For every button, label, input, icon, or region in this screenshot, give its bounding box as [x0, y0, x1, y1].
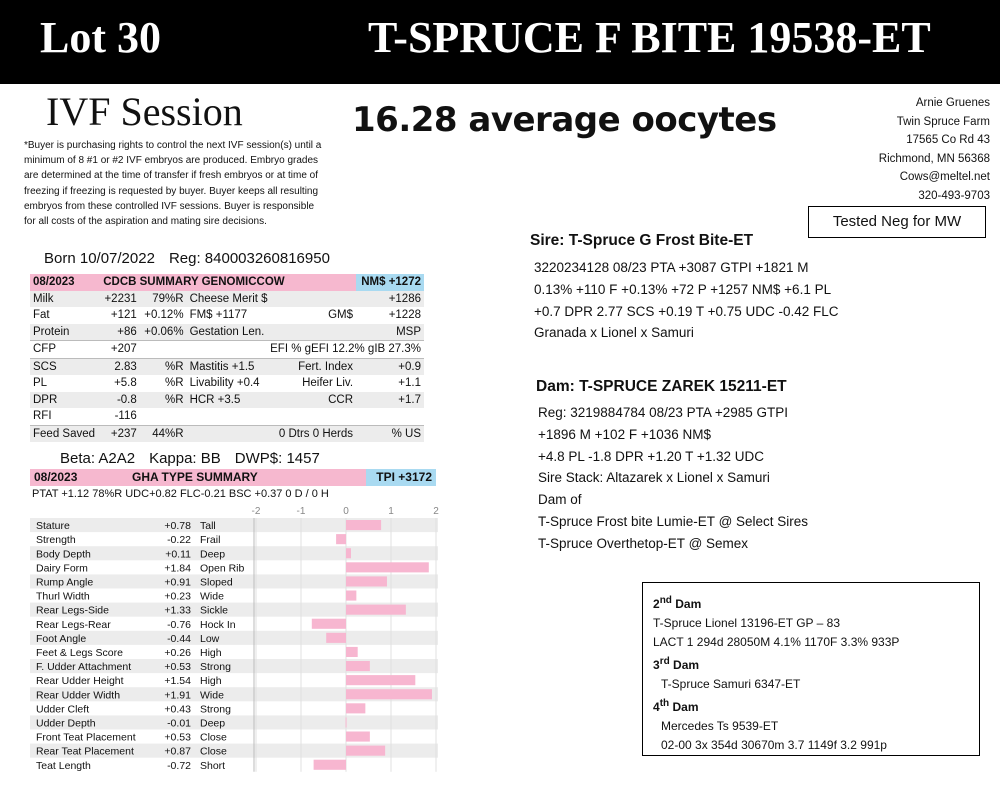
dam-line: Sire Stack: Altazarek x Lionel x Samuri [538, 470, 770, 486]
chart-tick-label: 1 [388, 506, 394, 517]
chart-bar [346, 746, 385, 756]
third-dam-number: 3 [653, 658, 660, 672]
chart-descriptor-label: Deep [200, 717, 226, 730]
second-dam-line: LACT 1 294d 28050M 4.1% 1170F 3.3% 933P [653, 635, 900, 649]
chart-category-label: Strength [36, 534, 76, 547]
chart-category-label: Rear Legs-Side [36, 604, 109, 617]
fourth-dam-heading [653, 694, 979, 717]
mw-test-box: Tested Neg for MW [808, 206, 986, 238]
chart-value-label: +1.91 [164, 689, 191, 702]
kappa-casein: Kappa: BB [149, 450, 221, 467]
cdcb-row [30, 375, 424, 392]
cdcb-label3: 0 Dtrs 0 Herds [273, 425, 356, 442]
chart-value-label: +0.11 [165, 548, 191, 561]
cdcb-trait2: FM$ +1177 [189, 309, 248, 322]
average-oocytes: 16.28 average oocytes [352, 100, 777, 140]
lot-header [0, 0, 1000, 84]
cdcb-summary-table [30, 274, 424, 442]
chart-tick-label: -2 [251, 506, 261, 517]
cdcb-trait2: Livability +0.4 [189, 377, 260, 390]
chart-bar [346, 675, 415, 685]
chart-descriptor-label: Close [200, 745, 227, 758]
cdcb-reliability: 44%R [140, 425, 187, 442]
chart-descriptor-label: Tall [200, 520, 216, 533]
gha-tpi: TPI +3172 [366, 469, 436, 486]
farm-phone: 320-493-9703 [918, 189, 990, 202]
chart-bar [312, 619, 346, 629]
cdcb-value3: +1.7 [356, 392, 424, 409]
chart-descriptor-label: Wide [200, 590, 224, 603]
chart-bar [346, 703, 365, 713]
chart-category-label: Rear Udder Width [36, 689, 121, 702]
cdcb-row [30, 324, 424, 341]
chart-category-label: Feet & Legs Score [36, 646, 123, 659]
chart-category-label: Udder Depth [36, 717, 96, 730]
cdcb-trait: DPR [30, 392, 100, 409]
chart-descriptor-label: High [200, 646, 222, 659]
chart-descriptor-label: Frail [200, 534, 221, 547]
cdcb-row [30, 307, 424, 324]
chart-bar [346, 732, 370, 742]
farm-owner: Arnie Gruenes [915, 97, 990, 109]
cdcb-reliability: 79%R [140, 291, 187, 308]
cdcb-trait2: Mastitis +1.5 [187, 358, 274, 375]
chart-value-label: +1.33 [164, 604, 191, 617]
chart-bar [346, 689, 432, 699]
chart-category-label: Stature [36, 520, 70, 533]
dam-heading: Dam: T-SPRUCE ZAREK 15211-ET [536, 378, 787, 395]
chart-descriptor-label: Open Rib [200, 562, 245, 575]
cdcb-trait: SCS [30, 358, 100, 375]
chart-value-label: -0.22 [167, 534, 191, 547]
chart-bar [346, 661, 370, 671]
chart-value-label: -0.76 [167, 618, 191, 631]
cdcb-row [30, 408, 424, 425]
chart-descriptor-label: Hock In [200, 618, 236, 631]
fourth-dam-word: Dam [669, 700, 699, 714]
chart-bar [326, 633, 346, 643]
cdcb-header-row [30, 274, 424, 291]
chart-bar [346, 647, 358, 657]
cdcb-row [30, 425, 424, 442]
cdcb-trait: Fat [33, 309, 50, 322]
dwp-value: DWP$: 1457 [234, 450, 320, 467]
fourth-dam-number: 4 [653, 700, 660, 714]
genetic-markers [60, 450, 334, 467]
farm-contact [879, 94, 990, 206]
chart-value-label: +0.91 [164, 576, 191, 589]
sire-line: 3220234128 08/23 PTA +3087 GTPI +1821 M [534, 260, 809, 275]
chart-bar [346, 605, 406, 615]
cdcb-reliability: +0.06% [140, 324, 187, 341]
cdcb-value3: +1286 [356, 291, 424, 308]
animal-name: T-SPRUCE F BITE 19538-ET [368, 13, 931, 62]
cdcb-value3 [356, 408, 424, 425]
chart-bar [346, 717, 347, 727]
second-dam-number: 2 [653, 597, 660, 611]
chart-descriptor-label: Strong [200, 703, 231, 716]
chart-row-band [30, 631, 438, 645]
chart-descriptor-label: Strong [200, 661, 231, 674]
chart-descriptor-label: High [200, 675, 222, 688]
cdcb-trait: Feed Saved [30, 425, 100, 442]
gha-header [30, 469, 436, 486]
fourth-dam-line: Mercedes Ts 9539-ET [661, 719, 779, 733]
chart-value-label: +0.78 [164, 520, 191, 533]
type-trait-chart [30, 504, 438, 772]
chart-descriptor-label: Low [200, 632, 220, 645]
cdcb-trait: PL [33, 377, 48, 390]
chart-value-label: +0.53 [164, 731, 191, 744]
born-date: Born 10/07/2022 [44, 250, 155, 267]
farm-street: 17565 Co Rd 43 [906, 134, 990, 147]
chart-tick-label: 2 [433, 506, 439, 517]
third-dam-suffix: rd [659, 656, 670, 667]
cdcb-value: +121 [110, 309, 137, 322]
cdcb-row [30, 358, 424, 375]
cdcb-value: +2231 [100, 291, 140, 308]
chart-value-label: +1.84 [164, 562, 191, 575]
chart-category-label: Udder Cleft [36, 703, 90, 716]
sire-heading: Sire: T-Spruce G Frost Bite-ET [530, 232, 754, 249]
gha-date: 08/2023 [30, 469, 106, 486]
chart-bar [346, 576, 387, 586]
cdcb-trait2: Gestation Len. [187, 324, 274, 341]
cdcb-reliability: %R [165, 377, 184, 390]
cdcb-value: +5.8 [114, 377, 137, 390]
second-dam-suffix: nd [659, 595, 672, 606]
cdcb-value3: % US [356, 425, 424, 442]
ptat-summary: PTAT +1.12 78%R UDC+0.82 FLC-0.21 BSC +0.37 0 D / 0 H [32, 488, 329, 500]
cdcb-trait2 [187, 425, 274, 442]
chart-descriptor-label: Close [200, 731, 227, 744]
chart-category-label: Body Depth [36, 548, 91, 561]
chart-value-label: +0.53 [164, 661, 191, 674]
chart-tick-label: -1 [296, 506, 306, 517]
fourth-dam-line: 02-00 3x 354d 30670m 3.7 1149f 3.2 991p [661, 738, 887, 752]
cdcb-trait: RFI [30, 408, 100, 425]
chart-value-label: +0.43 [164, 703, 191, 716]
chart-bar [346, 548, 351, 558]
second-dam-line: T-Spruce Lionel 13196-ET GP – 83 [653, 616, 841, 630]
cdcb-label3 [273, 324, 356, 341]
cdcb-label3: CCR [273, 392, 356, 409]
cdcb-trait: Protein [30, 324, 100, 341]
cdcb-reliability [140, 408, 187, 425]
dam-line: T-Spruce Overthetop-ET @ Semex [538, 535, 749, 551]
chart-category-label: Thurl Width [36, 590, 90, 603]
chart-value-label: +1.54 [164, 675, 191, 688]
second-dam-word: Dam [671, 597, 702, 611]
chart-value-label: -0.44 [167, 632, 191, 645]
sire-line: +0.7 DPR 2.77 SCS +0.19 T +0.75 UDC -0.42 FLC [534, 303, 839, 319]
cdcb-trait2: HCR +3.5 [187, 392, 274, 409]
chart-category-label: Teat Length [36, 759, 91, 772]
cdcb-reliability [140, 341, 187, 359]
farm-city: Richmond, MN 56368 [878, 152, 990, 165]
chart-category-label: Front Teat Placement [36, 731, 136, 744]
cdcb-row [30, 291, 424, 308]
chart-category-label: Rump Angle [36, 576, 94, 589]
sire-details [534, 257, 874, 344]
chart-tick-label: 0 [343, 506, 349, 517]
farm-email: Cows@meltel.net [899, 171, 990, 184]
cdcb-label3: Fert. Index [273, 358, 356, 375]
cdcb-row [30, 341, 424, 359]
chart-category-label: Dairy Form [36, 562, 88, 575]
chart-descriptor-label: Short [200, 759, 226, 772]
second-dam-heading [653, 591, 979, 614]
cdcb-nm: NM$ +1272 [356, 274, 424, 291]
cdcb-trait: Milk [30, 291, 100, 308]
cdcb-title: CDCB SUMMARY GENOMICCOW [100, 274, 356, 291]
cdcb-value: -116 [100, 408, 140, 425]
chart-category-label: Rear Teat Placement [36, 745, 134, 758]
cdcb-reliability: +0.12% [144, 309, 184, 322]
chart-value-label: -0.72 [167, 759, 191, 772]
farm-name: Twin Spruce Farm [896, 115, 990, 128]
chart-bar [346, 520, 381, 530]
cdcb-value3: +1.1 [398, 377, 421, 390]
chart-category-label: Foot Angle [36, 632, 87, 645]
chart-descriptor-label: Sickle [200, 604, 229, 617]
chart-category-label: Rear Legs-Rear [36, 618, 111, 631]
chart-descriptor-label: Wide [200, 689, 224, 702]
registration-number: Reg: 840003260816950 [168, 250, 330, 267]
fourth-dam-suffix: th [659, 698, 670, 709]
birth-registration [44, 250, 344, 267]
gha-title: GHA TYPE SUMMARY [106, 469, 366, 486]
cdcb-label3 [273, 291, 356, 308]
pedigree-box [642, 582, 980, 756]
chart-bar [314, 760, 346, 770]
cdcb-value: 2.83 [100, 358, 140, 375]
cdcb-value: +86 [100, 324, 140, 341]
cdcb-date: 08/2023 [30, 274, 100, 291]
chart-bar [346, 591, 356, 601]
dam-line: +1896 M +102 F +1036 NM$ [538, 426, 711, 442]
dam-line: Dam of [538, 492, 582, 508]
cdcb-value: -0.8 [100, 392, 140, 409]
dam-details [538, 402, 938, 555]
chart-value-label: +0.23 [164, 590, 191, 603]
dam-line: +4.8 PL -1.8 DPR +1.20 T +1.32 UDC [538, 448, 765, 464]
cdcb-label3 [273, 408, 356, 425]
chart-value-label: +0.87 [164, 745, 191, 758]
cdcb-reliability: %R [140, 392, 187, 409]
cdcb-row [30, 392, 424, 409]
chart-descriptor-label: Sloped [200, 576, 233, 589]
cdcb-value3: +1228 [388, 309, 421, 322]
lot-number: Lot 30 [40, 13, 161, 62]
chart-value-label: +0.26 [164, 646, 191, 659]
chart-bar [346, 562, 429, 572]
cdcb-trait2: Cheese Merit $ [187, 291, 274, 308]
cdcb-value3: +0.9 [356, 358, 424, 375]
chart-category-label: F. Udder Attachment [36, 661, 132, 674]
sire-line: 0.13% +110 F +0.13% +72 P +1257 NM$ +6.1 PL [534, 281, 832, 297]
chart-value-label: -0.01 [167, 717, 191, 730]
chart-bar [336, 534, 346, 544]
dam-line: Reg: 3219884784 08/23 PTA +2985 GTPI [538, 405, 789, 420]
sire-line: Granada x Lionel x Samuri [534, 325, 694, 341]
cdcb-label3: GM$ [328, 309, 354, 322]
third-dam-word: Dam [669, 658, 700, 672]
dam-line: T-Spruce Frost bite Lumie-ET @ Select Sires [538, 513, 809, 529]
chart-descriptor-label: Deep [200, 548, 226, 561]
third-dam-heading [653, 652, 979, 675]
cdcb-label3: Heifer Liv. [302, 377, 354, 390]
cdcb-value3: MSP [356, 324, 424, 341]
cdcb-value: +237 [100, 425, 140, 442]
chart-category-label: Rear Udder Height [36, 675, 124, 688]
cdcb-trait: CFP [30, 341, 100, 359]
cdcb-efi: EFI % gEFI 12.2% gIB 27.3% [187, 341, 424, 359]
disclaimer: *Buyer is purchasing rights to control the next IVF session(s) until a minimum of 8 #1 or #2 IVF embryos are produced. Embryo grades are determined at the time of transfer if fresh embryos or at time of freezing if freezing is requested by buyer. Buyer keeps all resulting embryos from these controlled IVF sessions. Buyer is responsible for all costs of the aspiration and mating sire decisions. [24, 140, 322, 228]
beta-casein: Beta: A2A2 [60, 450, 136, 467]
cdcb-trait2 [187, 408, 274, 425]
cdcb-value: +207 [100, 341, 140, 359]
session-title: IVF Session [46, 89, 243, 134]
chart-row-band [30, 546, 438, 560]
third-dam-line: T-Spruce Samuri 6347-ET [661, 677, 801, 691]
cdcb-reliability: %R [140, 358, 187, 375]
